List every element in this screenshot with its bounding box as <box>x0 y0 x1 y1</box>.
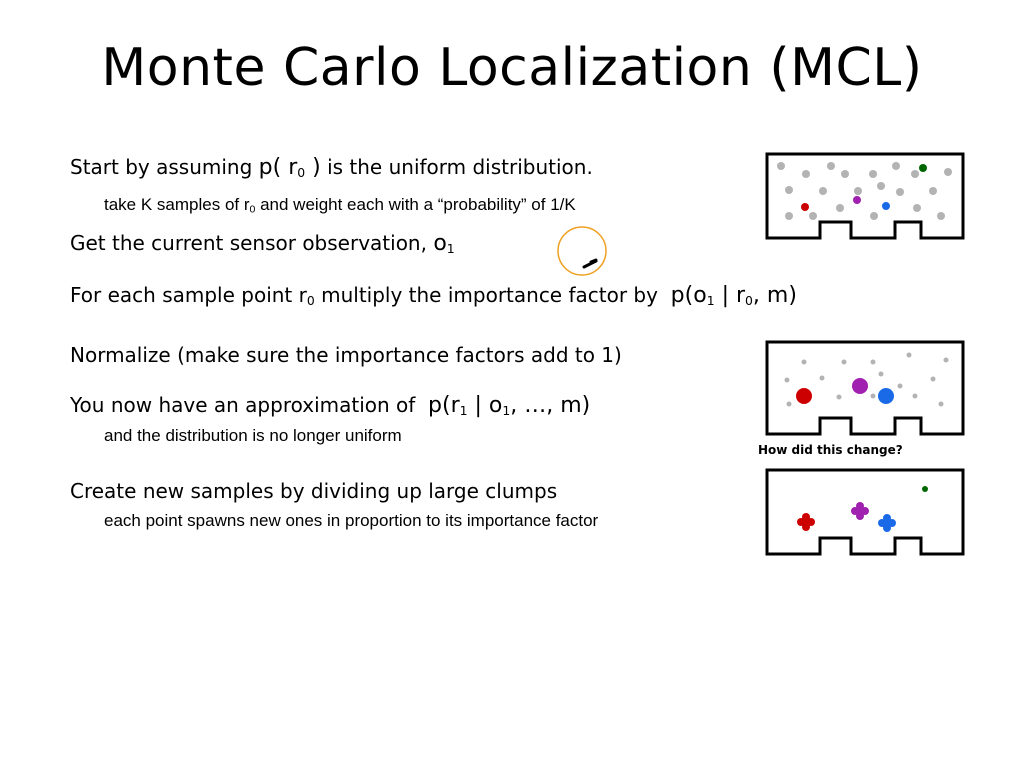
bullet-1-sub: 0 <box>297 165 306 181</box>
map-diagram-resampled <box>765 466 967 558</box>
blue-weighted-particle <box>878 388 894 404</box>
bullet-1-subpoint-post: and weight each with a “probability” of 1/K <box>255 195 576 214</box>
blue-resampled-cluster <box>878 514 896 532</box>
blue-particle <box>882 202 890 210</box>
bullet-3-math-1: p(o <box>670 283 707 308</box>
bullet-2 <box>70 231 455 256</box>
sensor-observation-circle <box>553 222 613 282</box>
bullet-3-math-1-sub: 1 <box>706 293 715 309</box>
bullet-3-mid: multiply the importance factor by <box>314 283 658 307</box>
red-resampled-cluster <box>797 513 815 531</box>
purple-particle <box>853 196 861 204</box>
bullet-1-math: p( r <box>258 155 298 180</box>
map-diagram-weighted <box>765 338 967 438</box>
bullet-1-subpoint <box>104 195 576 216</box>
green-resampled-particle <box>922 486 928 492</box>
bullet-3-text: For each sample point r <box>70 283 307 307</box>
bullet-5-subpoint: and the distribution is no longer uniform <box>104 426 402 445</box>
bullet-1-subpoint-text: take K samples of r <box>104 195 250 214</box>
bullet-1 <box>70 155 593 180</box>
bullet-1-text: Start by assuming <box>70 155 253 179</box>
bullet-1-subpoint-sub: 0 <box>249 203 256 216</box>
bullet-2-sub: 1 <box>446 241 455 257</box>
bullet-3 <box>70 283 797 308</box>
bullet-5-math-1-sub: 1 <box>459 403 468 419</box>
bullet-5-math-3: , …, m) <box>510 393 591 418</box>
purple-resampled-cluster <box>851 502 869 520</box>
bullet-2-math: o <box>433 231 447 256</box>
map-diagram-uniform <box>765 150 967 242</box>
bullet-5-math-2: | o <box>467 393 503 418</box>
bullet-5 <box>70 393 590 418</box>
green-particle <box>919 164 927 172</box>
bullet-3-math-2-sub: 0 <box>745 293 753 309</box>
red-particle <box>801 203 809 211</box>
bullet-4: Normalize (make sure the importance factors add to 1) <box>70 343 622 367</box>
red-weighted-particle <box>796 388 812 404</box>
bullet-5-text: You now have an approximation of <box>70 393 416 417</box>
bullet-6: Create new samples by dividing up large clumps <box>70 479 558 503</box>
purple-weighted-particle <box>852 378 868 394</box>
bullet-1-math-close: ) <box>305 155 321 180</box>
bullet-3-math-2: | r <box>714 283 746 308</box>
bullet-5-math-1: p(r <box>428 393 460 418</box>
bullet-5-math-2-sub: 1 <box>502 403 511 419</box>
bullet-2-text: Get the current sensor observation, <box>70 231 434 255</box>
slide-title: Monte Carlo Localization (MCL) <box>101 38 923 98</box>
bullet-3-sub: 0 <box>306 293 315 309</box>
bullet-1-post: is the uniform distribution. <box>320 155 593 179</box>
bullet-3-math-3: , m) <box>752 283 797 308</box>
bullet-6-subpoint: each point spawns new ones in proportion to its importance factor <box>104 511 599 530</box>
diagram-caption: How did this change? <box>758 443 903 457</box>
